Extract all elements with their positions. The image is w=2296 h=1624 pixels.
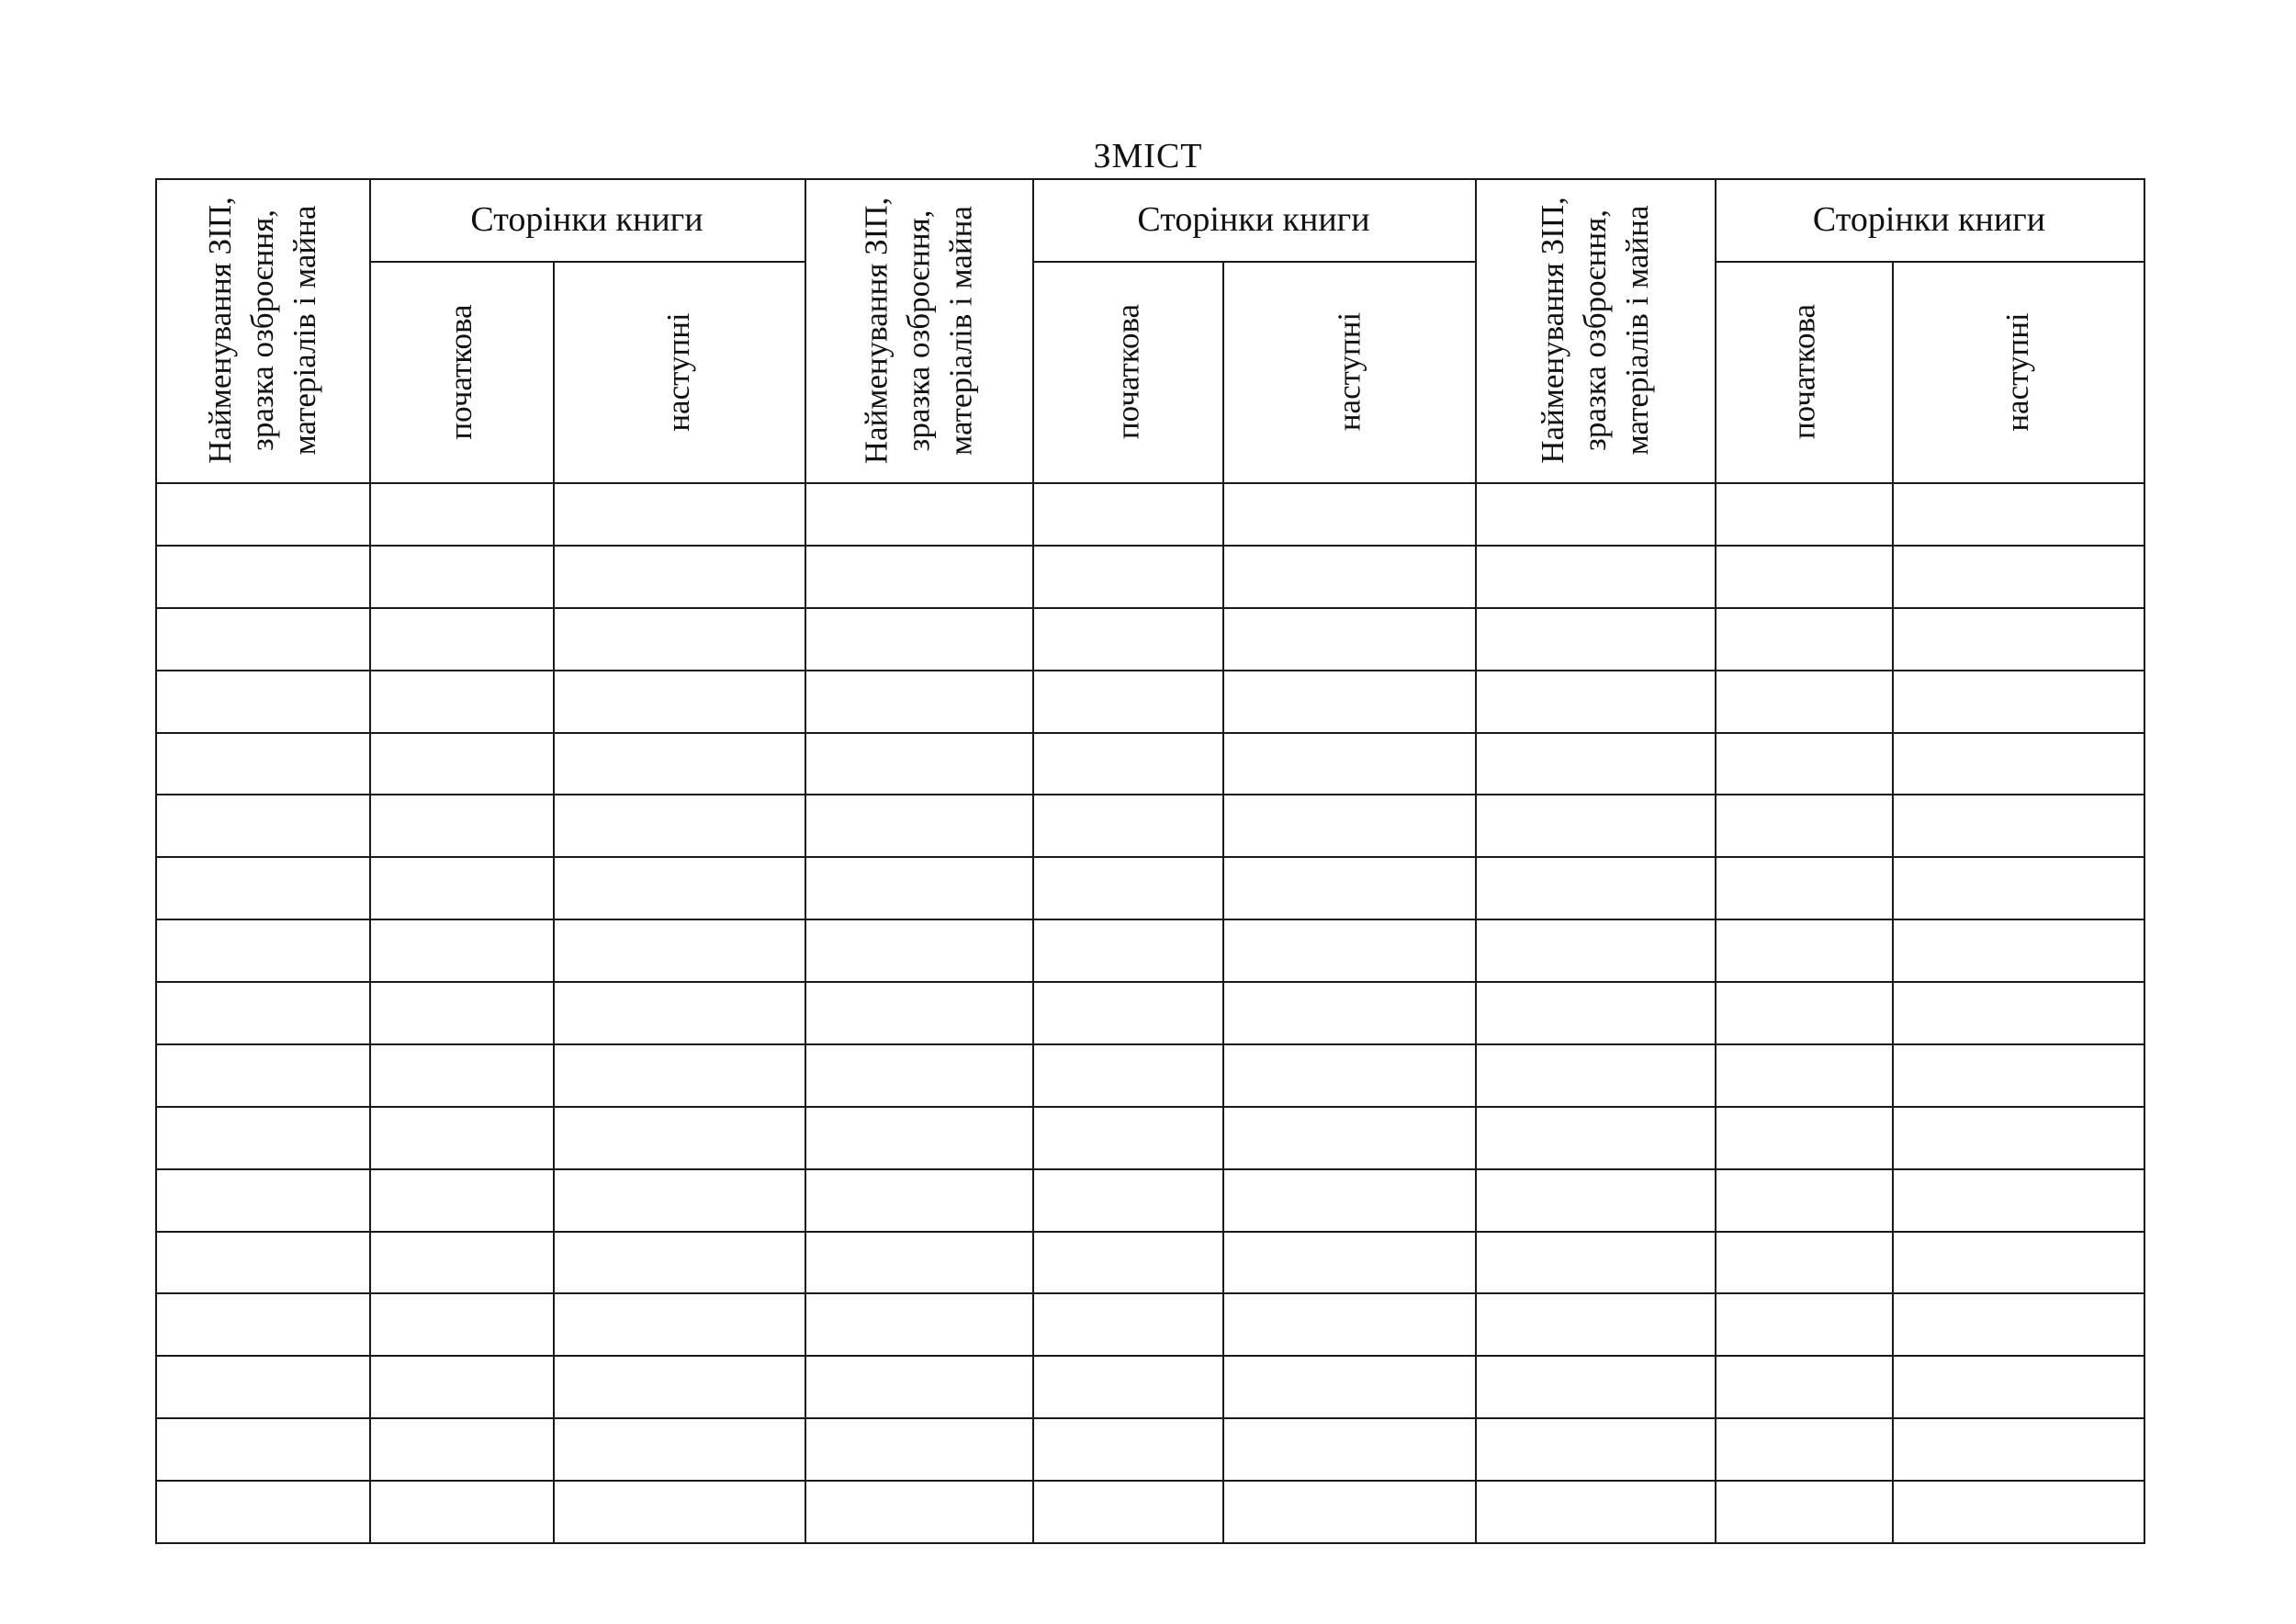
table-cell[interactable] bbox=[806, 484, 1032, 545]
table-cell[interactable] bbox=[1034, 734, 1222, 795]
table-cell[interactable] bbox=[1477, 1294, 1715, 1355]
table-cell[interactable] bbox=[1034, 1045, 1222, 1106]
table-cell[interactable] bbox=[1224, 1045, 1475, 1106]
table-cell[interactable] bbox=[1034, 484, 1222, 545]
table-cell[interactable] bbox=[555, 1482, 805, 1542]
table-cell[interactable] bbox=[1034, 547, 1222, 607]
table-cell[interactable] bbox=[1894, 484, 2144, 545]
table-cell[interactable] bbox=[1224, 795, 1475, 856]
table-cell[interactable] bbox=[806, 920, 1032, 981]
table-cell[interactable] bbox=[1034, 1294, 1222, 1355]
table-cell[interactable] bbox=[157, 1419, 369, 1480]
table-cell[interactable] bbox=[157, 1294, 369, 1355]
table-cell[interactable] bbox=[1716, 858, 1892, 919]
table-cell[interactable] bbox=[157, 1045, 369, 1106]
table-cell[interactable] bbox=[1034, 609, 1222, 670]
table-cell[interactable] bbox=[555, 795, 805, 856]
table-cell[interactable] bbox=[1477, 1357, 1715, 1417]
table-cell[interactable] bbox=[371, 795, 553, 856]
table-cell[interactable] bbox=[1894, 609, 2144, 670]
table-cell[interactable] bbox=[1034, 671, 1222, 732]
table-cell[interactable] bbox=[157, 671, 369, 732]
table-cell[interactable] bbox=[806, 1294, 1032, 1355]
table-cell[interactable] bbox=[1034, 983, 1222, 1043]
table-cell[interactable] bbox=[1477, 1045, 1715, 1106]
table-cell[interactable] bbox=[371, 1045, 553, 1106]
table-cell[interactable] bbox=[1477, 1482, 1715, 1542]
table-cell[interactable] bbox=[1716, 1419, 1892, 1480]
table-cell[interactable] bbox=[1477, 858, 1715, 919]
table-cell[interactable] bbox=[1716, 734, 1892, 795]
table-cell[interactable] bbox=[1894, 1482, 2144, 1542]
table-cell[interactable] bbox=[1477, 1170, 1715, 1231]
table-cell[interactable] bbox=[555, 1045, 805, 1106]
table-cell[interactable] bbox=[1224, 734, 1475, 795]
table-cell[interactable] bbox=[1034, 795, 1222, 856]
table-cell[interactable] bbox=[371, 1170, 553, 1231]
table-cell[interactable] bbox=[806, 1482, 1032, 1542]
table-cell[interactable] bbox=[1894, 920, 2144, 981]
pages-column-header: Сторінки книги bbox=[1812, 200, 2046, 239]
page-title: ЗМІСТ bbox=[1093, 137, 1203, 175]
table-cell[interactable] bbox=[1716, 671, 1892, 732]
table-cell[interactable] bbox=[1034, 1108, 1222, 1168]
pages-column-header: Сторінки книги bbox=[1137, 200, 1370, 239]
table-cell[interactable] bbox=[157, 609, 369, 670]
table-cell[interactable] bbox=[1716, 1233, 1892, 1293]
table-cell[interactable] bbox=[157, 920, 369, 981]
table-cell[interactable] bbox=[371, 1482, 553, 1542]
contents-table bbox=[155, 178, 2144, 1542]
table-cell[interactable] bbox=[1894, 1294, 2144, 1355]
table-cell[interactable] bbox=[371, 609, 553, 670]
table-cell[interactable] bbox=[371, 983, 553, 1043]
table-cell[interactable] bbox=[555, 1419, 805, 1480]
table-cell[interactable] bbox=[1224, 609, 1475, 670]
table-cell[interactable] bbox=[1034, 920, 1222, 981]
table-cell[interactable] bbox=[157, 1357, 369, 1417]
table-cell[interactable] bbox=[806, 1108, 1032, 1168]
next-pages-header: наступні bbox=[1999, 311, 2035, 432]
table-cell[interactable] bbox=[555, 983, 805, 1043]
table-cell[interactable] bbox=[806, 671, 1032, 732]
table-cell[interactable] bbox=[806, 1419, 1032, 1480]
table-cell[interactable] bbox=[1477, 795, 1715, 856]
table-cell[interactable] bbox=[1224, 1482, 1475, 1542]
table-cell[interactable] bbox=[1716, 1357, 1892, 1417]
table-cell[interactable] bbox=[806, 1045, 1032, 1106]
table-cell[interactable] bbox=[1224, 1170, 1475, 1231]
table-cell[interactable] bbox=[1894, 547, 2144, 607]
subheader-rule bbox=[1032, 261, 1477, 263]
table-cell[interactable] bbox=[555, 609, 805, 670]
table-cell[interactable] bbox=[1224, 547, 1475, 607]
table-cell[interactable] bbox=[1477, 734, 1715, 795]
table-cell[interactable] bbox=[371, 1233, 553, 1293]
table-cell[interactable] bbox=[1477, 920, 1715, 981]
table-cell[interactable] bbox=[806, 547, 1032, 607]
table-cell[interactable] bbox=[1224, 1108, 1475, 1168]
table-cell[interactable] bbox=[157, 484, 369, 545]
table-cell[interactable] bbox=[555, 1233, 805, 1293]
table-cell[interactable] bbox=[1716, 795, 1892, 856]
table-cell[interactable] bbox=[371, 484, 553, 545]
table-cell[interactable] bbox=[1477, 1419, 1715, 1480]
table-cell[interactable] bbox=[1716, 1170, 1892, 1231]
table-cell[interactable] bbox=[1477, 609, 1715, 670]
table-cell[interactable] bbox=[806, 609, 1032, 670]
table-cell[interactable] bbox=[1224, 858, 1475, 919]
table-cell[interactable] bbox=[1716, 1294, 1892, 1355]
table-cell[interactable] bbox=[157, 858, 369, 919]
table-cell[interactable] bbox=[157, 1482, 369, 1542]
table-cell[interactable] bbox=[1716, 983, 1892, 1043]
table-cell[interactable] bbox=[1894, 1045, 2144, 1106]
table-cell[interactable] bbox=[157, 1233, 369, 1293]
table-cell[interactable] bbox=[1894, 1170, 2144, 1231]
table-cell[interactable] bbox=[1477, 1108, 1715, 1168]
next-pages-header: наступні bbox=[660, 311, 696, 432]
table-cell[interactable] bbox=[371, 920, 553, 981]
table-cell[interactable] bbox=[1034, 1357, 1222, 1417]
table-cell[interactable] bbox=[1716, 920, 1892, 981]
table-cell[interactable] bbox=[555, 1357, 805, 1417]
table-cell[interactable] bbox=[157, 547, 369, 607]
table-cell[interactable] bbox=[555, 547, 805, 607]
table-cell[interactable] bbox=[157, 1108, 369, 1168]
table-cell[interactable] bbox=[1034, 858, 1222, 919]
table-cell[interactable] bbox=[555, 1294, 805, 1355]
table-cell[interactable] bbox=[1894, 1357, 2144, 1417]
table-cell[interactable] bbox=[1894, 983, 2144, 1043]
table-cell[interactable] bbox=[1716, 484, 1892, 545]
table-cell[interactable] bbox=[1894, 734, 2144, 795]
table-cell[interactable] bbox=[806, 734, 1032, 795]
table-cell[interactable] bbox=[1894, 671, 2144, 732]
table-cell[interactable] bbox=[555, 484, 805, 545]
table-cell[interactable] bbox=[1224, 484, 1475, 545]
table-border-bottom bbox=[155, 1542, 2145, 1544]
table-cell[interactable] bbox=[1894, 858, 2144, 919]
table-cell[interactable] bbox=[1477, 1233, 1715, 1293]
table-cell[interactable] bbox=[371, 1419, 553, 1480]
table-cell[interactable] bbox=[157, 1170, 369, 1231]
table-cell[interactable] bbox=[806, 983, 1032, 1043]
table-cell[interactable] bbox=[371, 671, 553, 732]
table-cell[interactable] bbox=[1224, 1419, 1475, 1480]
table-cell[interactable] bbox=[1477, 547, 1715, 607]
pages-column-header: Сторінки книги bbox=[470, 200, 703, 239]
table-cell[interactable] bbox=[806, 858, 1032, 919]
table-cell[interactable] bbox=[371, 1108, 553, 1168]
table-cell[interactable] bbox=[555, 671, 805, 732]
table-cell[interactable] bbox=[1894, 1233, 2144, 1293]
table-cell[interactable] bbox=[371, 1294, 553, 1355]
table-cell[interactable] bbox=[806, 795, 1032, 856]
table-cell[interactable] bbox=[1716, 1045, 1892, 1106]
table-cell[interactable] bbox=[157, 734, 369, 795]
table-cell[interactable] bbox=[555, 920, 805, 981]
table-cell[interactable] bbox=[1224, 1233, 1475, 1293]
table-cell[interactable] bbox=[1034, 1233, 1222, 1293]
table-cell[interactable] bbox=[555, 1170, 805, 1231]
name-column-header: Найменування ЗІП, зразка озброєння, матеріалів і майна bbox=[1534, 197, 1655, 464]
name-column-header: Найменування ЗІП, зразка озброєння, матеріалів і майна bbox=[201, 197, 322, 464]
table-border-right bbox=[2144, 178, 2145, 1544]
table-cell[interactable] bbox=[371, 1357, 553, 1417]
table-cell[interactable] bbox=[555, 858, 805, 919]
initial-page-header: початкова bbox=[1784, 303, 1821, 440]
table-cell[interactable] bbox=[806, 1233, 1032, 1293]
initial-page-header: початкова bbox=[1109, 303, 1145, 440]
subheader-rule bbox=[369, 261, 806, 263]
table-cell[interactable] bbox=[1894, 1108, 2144, 1168]
table-cell[interactable] bbox=[1224, 1294, 1475, 1355]
table-cell[interactable] bbox=[371, 734, 553, 795]
table-cell[interactable] bbox=[555, 1108, 805, 1168]
table-cell[interactable] bbox=[806, 1357, 1032, 1417]
table-cell[interactable] bbox=[157, 795, 369, 856]
table-cell[interactable] bbox=[371, 547, 553, 607]
table-cell[interactable] bbox=[1716, 1108, 1892, 1168]
subheader-rule bbox=[1715, 261, 2145, 263]
table-cell[interactable] bbox=[1716, 547, 1892, 607]
table-cell[interactable] bbox=[1477, 484, 1715, 545]
table-cell[interactable] bbox=[806, 1170, 1032, 1231]
next-pages-header: наступні bbox=[1330, 311, 1367, 432]
table-cell[interactable] bbox=[1034, 1170, 1222, 1231]
table-cell[interactable] bbox=[1224, 671, 1475, 732]
table-cell[interactable] bbox=[1716, 609, 1892, 670]
table-cell[interactable] bbox=[1716, 1482, 1892, 1542]
table-cell[interactable] bbox=[1477, 671, 1715, 732]
table-cell[interactable] bbox=[1894, 1419, 2144, 1480]
table-cell[interactable] bbox=[1034, 1482, 1222, 1542]
table-cell[interactable] bbox=[1224, 983, 1475, 1043]
table-cell[interactable] bbox=[1224, 1357, 1475, 1417]
initial-page-header: початкова bbox=[443, 303, 478, 440]
table-cell[interactable] bbox=[157, 983, 369, 1043]
name-column-header: Найменування ЗІП, зразка озброєння, матеріалів і майна bbox=[858, 197, 978, 464]
table-cell[interactable] bbox=[1894, 795, 2144, 856]
table-cell[interactable] bbox=[555, 734, 805, 795]
table-cell[interactable] bbox=[371, 858, 553, 919]
table-cell[interactable] bbox=[1224, 920, 1475, 981]
table-cell[interactable] bbox=[1034, 1419, 1222, 1480]
table-cell[interactable] bbox=[1477, 983, 1715, 1043]
